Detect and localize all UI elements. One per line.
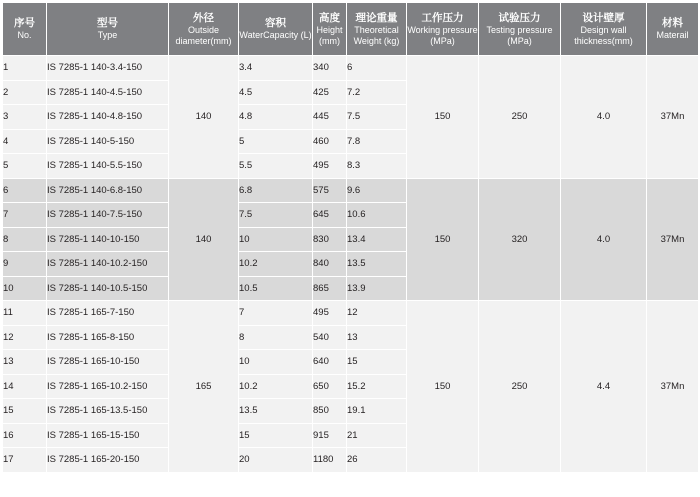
cell-type: IS 7285-1 165-8-150 xyxy=(47,325,169,350)
cell-no: 13 xyxy=(3,350,47,375)
cell-working-pressure: 150 xyxy=(407,56,479,179)
cell-height: 915 xyxy=(313,423,347,448)
header-material-cn: 材料 xyxy=(662,17,683,29)
cell-material: 37Mn xyxy=(647,178,699,301)
cell-design-wall-thickness: 4.0 xyxy=(561,178,647,301)
header-water-capacity-en: WaterCapacity (L) xyxy=(239,30,312,40)
header-design-wall-thickness-en: Design wall thickness(mm) xyxy=(574,24,633,46)
cell-water-capacity: 7 xyxy=(239,301,313,326)
header-working-pressure-en: Working pressure (MPa) xyxy=(407,24,478,46)
header-material-en: Materail xyxy=(656,30,689,40)
header-type xyxy=(47,3,169,56)
header-design-wall-thickness xyxy=(561,3,647,56)
cell-no: 3 xyxy=(3,105,47,130)
cell-working-pressure: 150 xyxy=(407,178,479,301)
row-group xyxy=(3,56,699,179)
cell-type: IS 7285-1 140-5-150 xyxy=(47,129,169,154)
cell-theoretical-weight: 19.1 xyxy=(347,399,407,424)
cell-no: 4 xyxy=(3,129,47,154)
cell-theoretical-weight: 13.4 xyxy=(347,227,407,252)
cell-design-wall-thickness: 4.0 xyxy=(561,56,647,179)
cell-theoretical-weight: 13.5 xyxy=(347,252,407,277)
cell-type: IS 7285-1 140-4.8-150 xyxy=(47,105,169,130)
cell-theoretical-weight: 7.5 xyxy=(347,105,407,130)
cell-height: 495 xyxy=(313,301,347,326)
cell-water-capacity: 10 xyxy=(239,350,313,375)
header-water-capacity xyxy=(239,3,313,56)
cell-water-capacity: 5.5 xyxy=(239,154,313,179)
header-row xyxy=(3,3,699,56)
cell-type: IS 7285-1 140-7.5-150 xyxy=(47,203,169,228)
cell-testing-pressure: 250 xyxy=(479,301,561,473)
cell-height: 460 xyxy=(313,129,347,154)
header-outside-diameter-en: Outside diameter(mm) xyxy=(175,24,232,46)
cell-height: 445 xyxy=(313,105,347,130)
header-no xyxy=(3,3,47,56)
cell-no: 5 xyxy=(3,154,47,179)
header-working-pressure xyxy=(407,3,479,56)
cell-water-capacity: 15 xyxy=(239,423,313,448)
cell-type: IS 7285-1 140-10-150 xyxy=(47,227,169,252)
row-group xyxy=(3,301,699,473)
cell-height: 645 xyxy=(313,203,347,228)
cell-theoretical-weight: 15.2 xyxy=(347,374,407,399)
header-material xyxy=(647,3,699,56)
header-testing-pressure-en: Testing pressure (MPa) xyxy=(486,24,553,46)
cell-no: 11 xyxy=(3,301,47,326)
cell-water-capacity: 10.2 xyxy=(239,374,313,399)
header-theoretical-weight-cn: 理论重量 xyxy=(355,11,398,24)
cell-theoretical-weight: 8.3 xyxy=(347,154,407,179)
cell-theoretical-weight: 9.6 xyxy=(347,178,407,203)
table-row xyxy=(3,56,699,81)
cell-no: 6 xyxy=(3,178,47,203)
cell-no: 9 xyxy=(3,252,47,277)
cell-no: 2 xyxy=(3,80,47,105)
cell-type: IS 7285-1 165-13.5-150 xyxy=(47,399,169,424)
cell-water-capacity: 20 xyxy=(239,448,313,473)
cell-water-capacity: 10.5 xyxy=(239,276,313,301)
cell-material: 37Mn xyxy=(647,301,699,473)
cell-theoretical-weight: 10.6 xyxy=(347,203,407,228)
cell-height: 575 xyxy=(313,178,347,203)
spec-table xyxy=(2,2,699,473)
cell-no: 1 xyxy=(3,56,47,81)
header-no-cn: 序号 xyxy=(14,17,35,29)
header-working-pressure-cn: 工作压力 xyxy=(421,11,464,24)
cell-theoretical-weight: 7.2 xyxy=(347,80,407,105)
cell-type: IS 7285-1 140-6.8-150 xyxy=(47,178,169,203)
cell-water-capacity: 13.5 xyxy=(239,399,313,424)
cell-water-capacity: 10.2 xyxy=(239,252,313,277)
header-outside-diameter-cn: 外径 xyxy=(193,11,214,24)
cell-height: 850 xyxy=(313,399,347,424)
cell-type: IS 7285-1 140-3.4-150 xyxy=(47,56,169,81)
cell-testing-pressure: 250 xyxy=(479,56,561,179)
header-theoretical-weight-en: Theoretical Weight (kg) xyxy=(353,24,400,46)
cell-type: IS 7285-1 140-10.2-150 xyxy=(47,252,169,277)
cell-theoretical-weight: 6 xyxy=(347,56,407,81)
header-type-cn: 型号 xyxy=(97,17,118,29)
cell-height: 640 xyxy=(313,350,347,375)
table-row xyxy=(3,301,699,326)
cell-theoretical-weight: 15 xyxy=(347,350,407,375)
cell-design-wall-thickness: 4.4 xyxy=(561,301,647,473)
cell-height: 340 xyxy=(313,56,347,81)
cell-no: 10 xyxy=(3,276,47,301)
cell-height: 650 xyxy=(313,374,347,399)
cell-type: IS 7285-1 140-10.5-150 xyxy=(47,276,169,301)
cell-type: IS 7285-1 140-5.5-150 xyxy=(47,154,169,179)
header-testing-pressure xyxy=(479,3,561,56)
table-row xyxy=(3,178,699,203)
cell-water-capacity: 3.4 xyxy=(239,56,313,81)
cell-water-capacity: 6.8 xyxy=(239,178,313,203)
cell-type: IS 7285-1 165-10-150 xyxy=(47,350,169,375)
table-header xyxy=(3,3,699,56)
cell-height: 1180 xyxy=(313,448,347,473)
header-height xyxy=(313,3,347,56)
header-no-en: No. xyxy=(17,30,32,40)
cell-no: 17 xyxy=(3,448,47,473)
cell-height: 865 xyxy=(313,276,347,301)
cell-height: 840 xyxy=(313,252,347,277)
cell-type: IS 7285-1 140-4.5-150 xyxy=(47,80,169,105)
cell-no: 7 xyxy=(3,203,47,228)
cell-theoretical-weight: 26 xyxy=(347,448,407,473)
cell-water-capacity: 5 xyxy=(239,129,313,154)
header-height-cn: 高度 xyxy=(319,11,340,24)
header-design-wall-thickness-cn: 设计壁厚 xyxy=(582,11,625,24)
cell-water-capacity: 4.8 xyxy=(239,105,313,130)
cell-material: 37Mn xyxy=(647,56,699,179)
header-type-en: Type xyxy=(97,30,118,40)
header-height-en: Height (mm) xyxy=(316,24,343,46)
cell-type: IS 7285-1 165-20-150 xyxy=(47,448,169,473)
cell-type: IS 7285-1 165-10.2-150 xyxy=(47,374,169,399)
cell-no: 14 xyxy=(3,374,47,399)
cell-outside-diameter: 165 xyxy=(169,301,239,473)
cell-theoretical-weight: 13.9 xyxy=(347,276,407,301)
cell-water-capacity: 7.5 xyxy=(239,203,313,228)
cell-height: 495 xyxy=(313,154,347,179)
cell-type: IS 7285-1 165-7-150 xyxy=(47,301,169,326)
cell-testing-pressure: 320 xyxy=(479,178,561,301)
cell-height: 425 xyxy=(313,80,347,105)
cell-theoretical-weight: 7.8 xyxy=(347,129,407,154)
cell-theoretical-weight: 12 xyxy=(347,301,407,326)
cell-no: 8 xyxy=(3,227,47,252)
cell-type: IS 7285-1 165-15-150 xyxy=(47,423,169,448)
header-testing-pressure-cn: 试验压力 xyxy=(498,11,541,24)
header-water-capacity-cn: 容积 xyxy=(265,17,286,29)
cell-height: 540 xyxy=(313,325,347,350)
cell-water-capacity: 10 xyxy=(239,227,313,252)
cell-outside-diameter: 140 xyxy=(169,56,239,179)
header-theoretical-weight xyxy=(347,3,407,56)
cell-no: 12 xyxy=(3,325,47,350)
row-group xyxy=(3,178,699,301)
cell-no: 16 xyxy=(3,423,47,448)
cell-water-capacity: 4.5 xyxy=(239,80,313,105)
cell-water-capacity: 8 xyxy=(239,325,313,350)
header-outside-diameter xyxy=(169,3,239,56)
cell-height: 830 xyxy=(313,227,347,252)
cell-outside-diameter: 140 xyxy=(169,178,239,301)
cell-theoretical-weight: 21 xyxy=(347,423,407,448)
cell-working-pressure: 150 xyxy=(407,301,479,473)
cell-no: 15 xyxy=(3,399,47,424)
cell-theoretical-weight: 13 xyxy=(347,325,407,350)
